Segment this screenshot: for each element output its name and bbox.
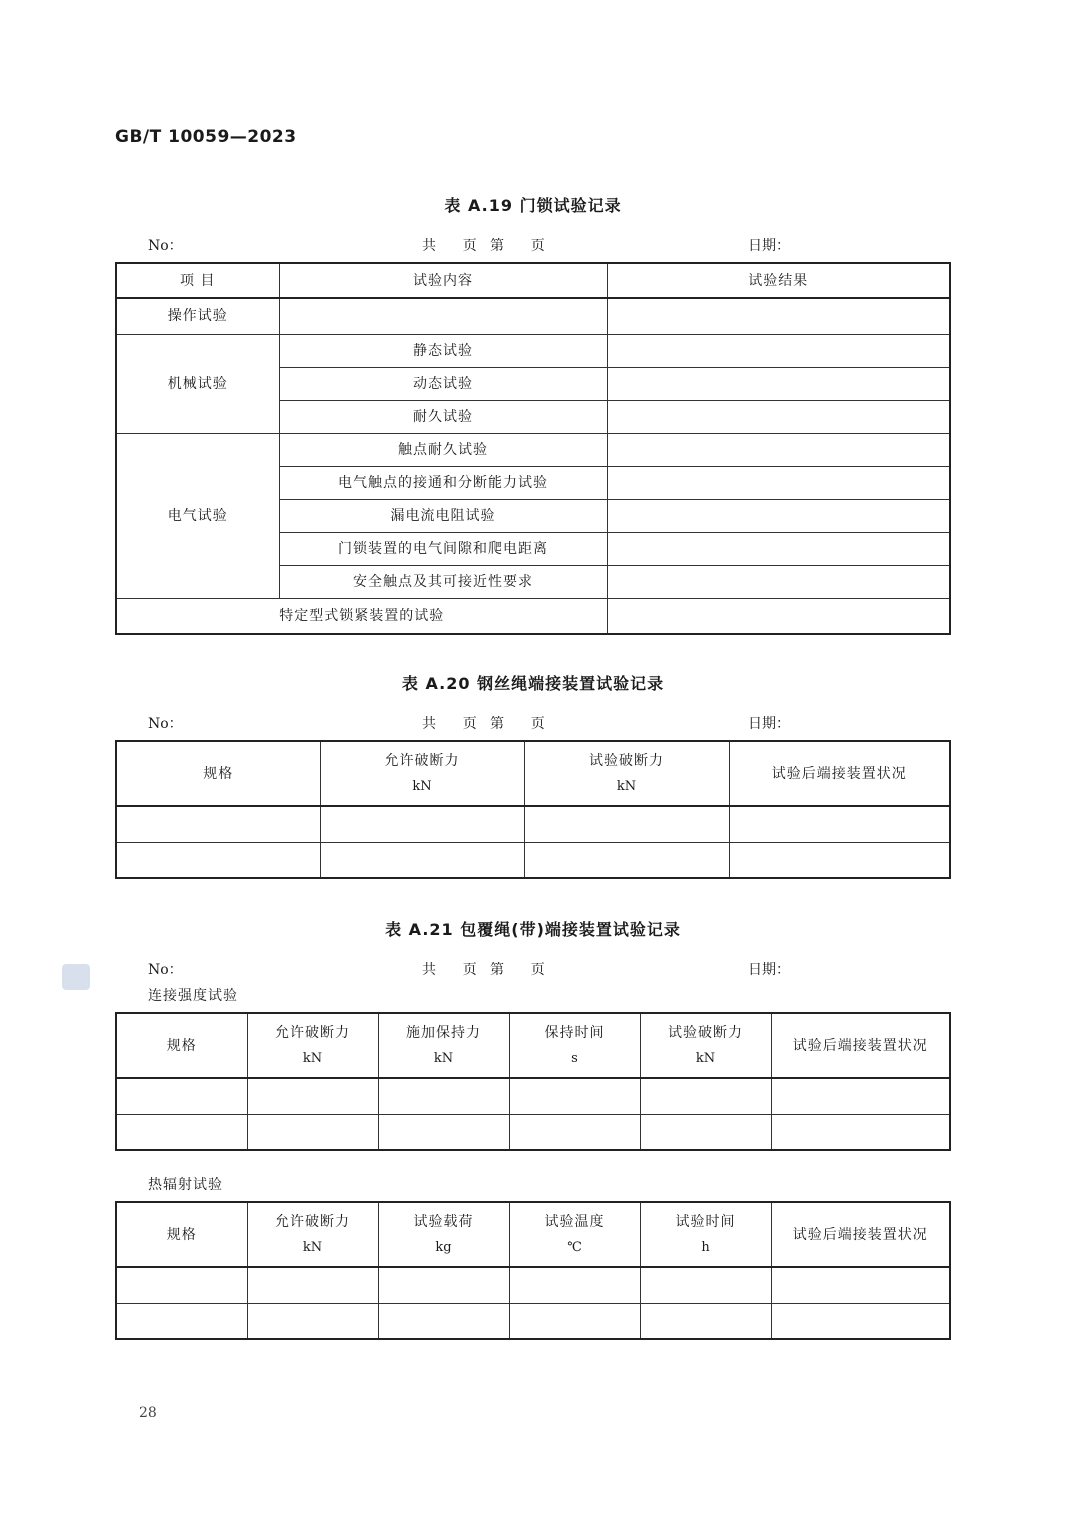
result-cell[interactable]: [607, 532, 950, 565]
header-spec: 规格: [116, 1202, 247, 1267]
table-cell[interactable]: [509, 1078, 640, 1114]
table-cell[interactable]: [247, 1267, 378, 1303]
watermark-logo: [62, 964, 90, 990]
table-a19-meta: [115, 235, 951, 257]
result-cell[interactable]: [607, 298, 950, 334]
header-spec: 规格: [116, 741, 320, 806]
table-a20-caption: 表 A.20 钢丝绳端接装置试验记录: [401, 674, 665, 693]
table-cell[interactable]: [116, 1267, 247, 1303]
table-cell[interactable]: [116, 806, 320, 842]
table-cell[interactable]: [524, 842, 729, 878]
date-label: 日期：: [748, 962, 790, 978]
pages-label: 共 页 第 页: [422, 962, 545, 978]
table-cell[interactable]: [247, 1303, 378, 1339]
header-test-temperature: 试验温度 ℃: [509, 1202, 640, 1267]
table-cell[interactable]: [116, 842, 320, 878]
group-electrical: 电气试验: [116, 433, 279, 598]
table-cell[interactable]: [378, 1303, 509, 1339]
table-row: [116, 842, 950, 878]
pages-label: 共 页 第 页: [422, 716, 545, 732]
table-cell[interactable]: [378, 1114, 509, 1150]
table-cell[interactable]: [116, 1078, 247, 1114]
elec-item: 触点耐久试验: [279, 433, 607, 466]
subheading-heat-radiation: 热辐射试验: [148, 1177, 223, 1193]
table-cell[interactable]: [378, 1078, 509, 1114]
table-a21-caption: 表 A.21 包覆绳(带)端接装置试验记录: [385, 920, 681, 939]
table-cell[interactable]: [771, 1303, 950, 1339]
table-cell[interactable]: [509, 1114, 640, 1150]
header-spec: 规格: [116, 1013, 247, 1078]
header-holding-time: 保持时间 s: [509, 1013, 640, 1078]
row-operation-test: 操作试验: [116, 298, 279, 334]
table-row: [116, 806, 950, 842]
table-cell[interactable]: [116, 1114, 247, 1150]
table-cell[interactable]: [640, 1114, 771, 1150]
table-row: [116, 1114, 950, 1150]
header-item: 项 目: [116, 263, 279, 298]
result-cell[interactable]: [607, 598, 950, 634]
standard-code: GB/T 10059—2023: [115, 127, 297, 147]
result-cell[interactable]: [607, 466, 950, 499]
table-cell[interactable]: [509, 1303, 640, 1339]
table-cell[interactable]: [729, 806, 950, 842]
result-cell[interactable]: [607, 367, 950, 400]
table-cell[interactable]: [524, 806, 729, 842]
header-termination-condition: 试验后端接装置状况: [729, 741, 950, 806]
table-cell[interactable]: [771, 1114, 950, 1150]
subheading-connection-strength: 连接强度试验: [148, 988, 238, 1004]
table-a19-caption: 表 A.19 门锁试验记录: [444, 196, 622, 215]
no-label: No：: [148, 962, 183, 978]
elec-item: 电气触点的接通和分断能力试验: [279, 466, 607, 499]
table-a20-meta: [115, 713, 951, 735]
header-content: 试验内容: [279, 263, 607, 298]
page-number: 28: [139, 1405, 157, 1421]
pages-label: 共 页 第 页: [422, 238, 545, 254]
header-allowed-breaking-force: 允许破断力 kN: [320, 741, 524, 806]
mech-item: 静态试验: [279, 334, 607, 367]
table-cell[interactable]: [247, 1078, 378, 1114]
table-cell[interactable]: [640, 1078, 771, 1114]
table-cell[interactable]: [320, 806, 524, 842]
row-special-lock: 特定型式锁紧装置的试验: [116, 598, 607, 634]
table-row: [116, 1267, 950, 1303]
no-label: No：: [148, 238, 183, 254]
header-termination-condition: 试验后端接装置状况: [771, 1202, 950, 1267]
elec-item: 安全触点及其可接近性要求: [279, 565, 607, 598]
header-test-breaking-force: 试验破断力 kN: [524, 741, 729, 806]
table-cell[interactable]: [640, 1267, 771, 1303]
header-test-time: 试验时间 h: [640, 1202, 771, 1267]
table-cell[interactable]: [378, 1267, 509, 1303]
table-cell[interactable]: [509, 1267, 640, 1303]
table-row: [116, 1303, 950, 1339]
table-cell[interactable]: [247, 1114, 378, 1150]
result-cell[interactable]: [607, 499, 950, 532]
header-result: 试验结果: [607, 263, 950, 298]
header-test-breaking-force: 试验破断力 kN: [640, 1013, 771, 1078]
table-a21-connection-strength: [115, 1012, 951, 1151]
table-cell[interactable]: [320, 842, 524, 878]
table-row: [116, 1078, 950, 1114]
table-cell[interactable]: [116, 1303, 247, 1339]
header-termination-condition: 试验后端接装置状况: [771, 1013, 950, 1078]
group-mechanical: 机械试验: [116, 334, 279, 433]
table-cell[interactable]: [771, 1267, 950, 1303]
table-cell: [279, 298, 607, 334]
result-cell[interactable]: [607, 400, 950, 433]
table-a21-heat-radiation: [115, 1201, 951, 1340]
header-test-load: 试验载荷 kg: [378, 1202, 509, 1267]
result-cell[interactable]: [607, 334, 950, 367]
no-label: No：: [148, 716, 183, 732]
table-a19: [115, 262, 951, 635]
header-allowed-breaking-force: 允许破断力 kN: [247, 1202, 378, 1267]
date-label: 日期：: [748, 716, 790, 732]
header-holding-force: 施加保持力 kN: [378, 1013, 509, 1078]
date-label: 日期：: [748, 238, 790, 254]
table-cell[interactable]: [771, 1078, 950, 1114]
header-allowed-breaking-force: 允许破断力 kN: [247, 1013, 378, 1078]
elec-item: 漏电流电阻试验: [279, 499, 607, 532]
table-a20: [115, 740, 951, 879]
mech-item: 耐久试验: [279, 400, 607, 433]
elec-item: 门锁装置的电气间隙和爬电距离: [279, 532, 607, 565]
result-cell[interactable]: [607, 433, 950, 466]
result-cell[interactable]: [607, 565, 950, 598]
table-cell[interactable]: [640, 1303, 771, 1339]
table-a21-meta: [115, 959, 951, 981]
mech-item: 动态试验: [279, 367, 607, 400]
table-cell[interactable]: [729, 842, 950, 878]
